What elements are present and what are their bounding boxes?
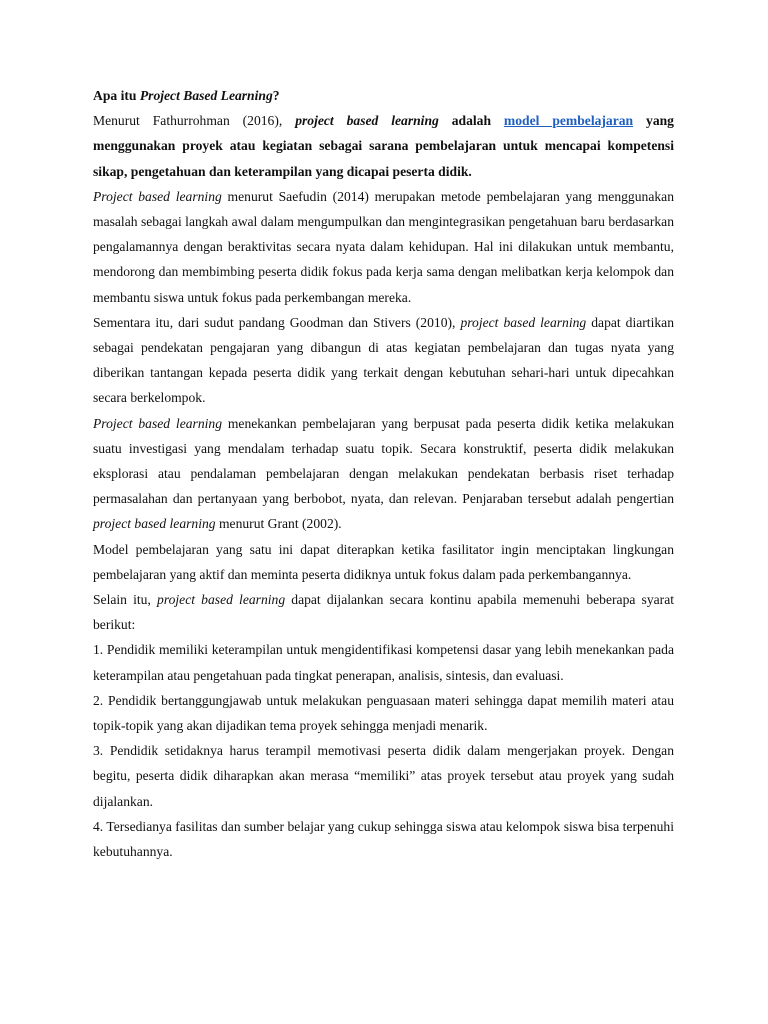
paragraph-1 [93, 108, 674, 184]
p1-intro: Menurut Fathurrohman (2016), [93, 113, 296, 129]
p3-intro: Sementara itu, dari sudut pandang Goodman dan Stivers (2010), [93, 314, 461, 330]
paragraph-4 [93, 411, 674, 537]
list-item: 2. Pendidik bertanggungjawab untuk melakukan penguasaan materi sehingga dapat memilih materi atau topik-topik yang akan dijadikan tema proyek sehingga menjadi menarik. [93, 692, 674, 734]
list-item: 4. Tersedianya fasilitas dan sumber belajar yang cukup sehingga siswa atau kelompok siswa bisa terpenuhi kebutuhannya. [93, 818, 674, 860]
list-item: 1. Pendidik memiliki keterampilan untuk mengidentifikasi kompetensi dasar yang lebih menekankan pada keterampilan atau pengetahuan pada tingkat penerapan, analisis, sintesis, dan evaluasi. [93, 642, 674, 683]
model-pembelajaran-link[interactable]: model pembelajaran [503, 113, 634, 129]
p2-term: Project based learning [93, 188, 222, 204]
list-item: 3. Pendidik setidaknya harus terampil memotivasi peserta didik dalam mengerjakan proyek. Dengan begitu, peserta didik diharapkan akan merasa “memiliki” atas proyek tersebut atau proyek yang sudah dijalankan. [93, 743, 674, 809]
p2-rest: menurut Saefudin (2014) merupakan metode pembelajaran yang menggunakan masalah sebagai langkah awal dalam mengumpulkan dan mengintegrasikan pengetahuan baru berdasarkan pengalamannya dengan beraktivitas secara nyata dalam kehidupan. Hal ini dilakukan untuk membantu, mendorong dan membimbing peserta didik fokus pada kerja sama dengan melibatkan kerja kelompok dan membantu siswa untuk fokus pada perkembangan mereka. [93, 188, 674, 305]
heading-prefix: Apa itu [93, 88, 140, 103]
paragraph-3 [93, 310, 674, 411]
heading-term: Project Based Learning [139, 88, 273, 103]
p6-intro: Selain itu, [93, 592, 158, 608]
heading-suffix: ? [272, 88, 280, 103]
p1-adalah: adalah [438, 113, 504, 129]
paragraph-5: Model pembelajaran yang satu ini dapat diterapkan ketika fasilitator ingin menciptakan lingkungan pembelajaran yang aktif dan meminta peserta didiknya untuk fokus dalam pada perkembangannya. [93, 541, 674, 582]
p4-term2: project based learning [93, 516, 216, 532]
p6-term: project based learning [157, 592, 286, 608]
p4-term: Project based learning [93, 415, 222, 431]
p4-rest: menekankan pembelajaran yang berpusat pada peserta didik ketika melakukan suatu investigasi yang mendalam terhadap suatu topik. Secara konstruktif, peserta didik melakukan eksplorasi atau pendalaman pembelajaran dengan melakukan pendekatan berbasis riset terhadap permasalahan dan pertanyaan yang berbobot, nyata, dan relevan. Penjaraban tersebut adalah pengertian [93, 415, 674, 507]
paragraph-2 [93, 184, 674, 310]
paragraph-6 [93, 587, 674, 637]
p6-rest: dapat dijalankan secara kontinu apabila memenuhi beberapa syarat berikut: [93, 592, 675, 633]
document-page [93, 83, 674, 864]
p3-rest: dapat diartikan sebagai pendekatan pengajaran yang dibangun di atas kegiatan pembelajaran dan tugas nyata yang diberikan tantangan kepada peserta didik yang terkait dengan kebutuhan sehari-hari untuk dipecahkan secara berkelompok. [93, 314, 674, 406]
p1-rest: yang menggunakan proyek atau kegiatan sebagai sarana pembelajaran untuk mencapai kompetensi sikap, pengetahuan dan keterampilan yang dicapai peserta didik. [93, 113, 674, 179]
p3-term: project based learning [460, 314, 587, 330]
p1-term: project based learning [295, 113, 439, 129]
p4-rest2: menurut Grant (2002). [215, 516, 342, 532]
heading [93, 83, 674, 108]
